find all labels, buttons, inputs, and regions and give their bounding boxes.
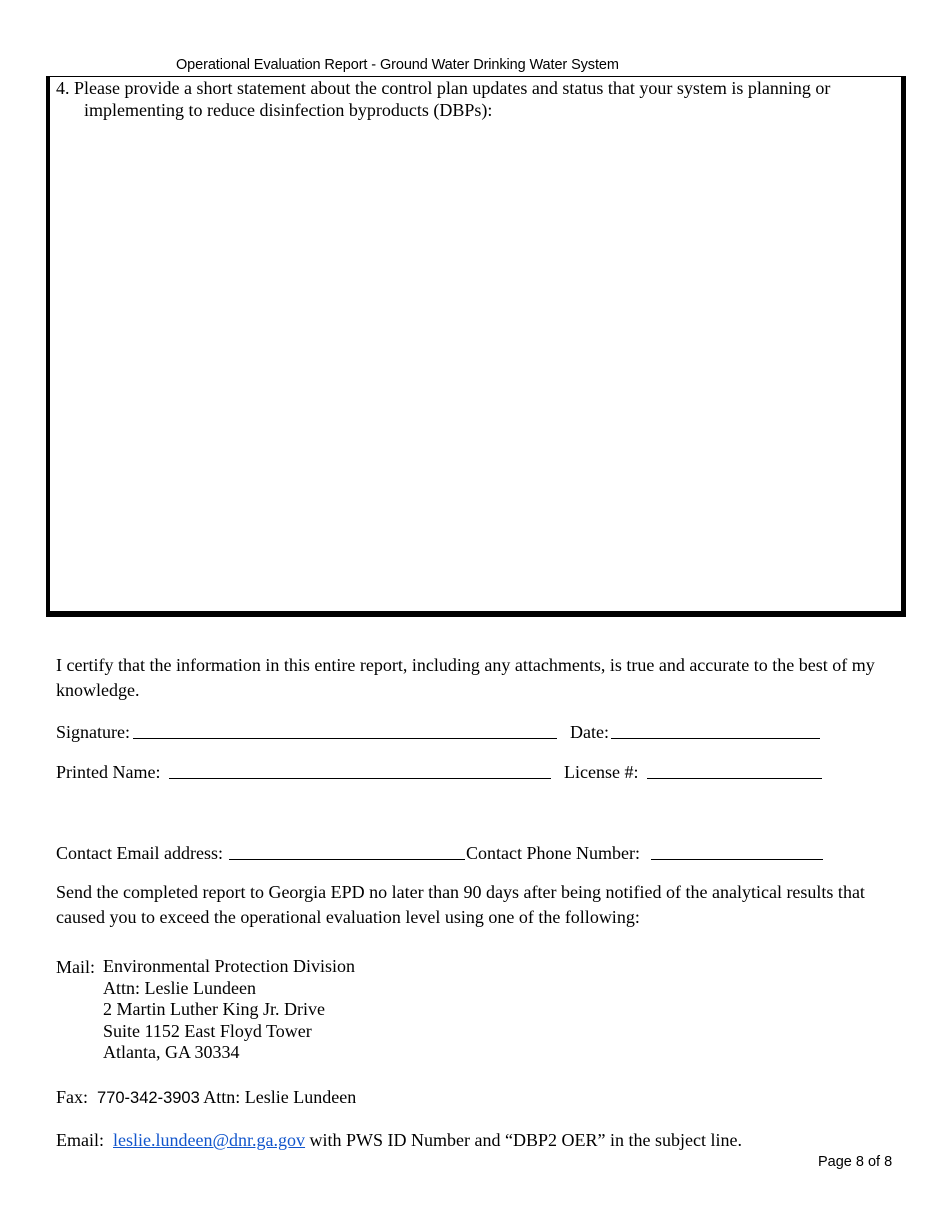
certification-statement: I certify that the information in this entire report, including any attachments, is true and accurate to the best of my knowledge.: [56, 655, 875, 700]
contact-email-field[interactable]: [229, 859, 465, 860]
signature-field[interactable]: [133, 738, 557, 739]
license-label: License #:: [564, 762, 639, 782]
mail-address: [103, 956, 355, 1064]
question-4-prompt: [56, 77, 886, 121]
mail-address-line: Environmental Protection Division: [103, 956, 355, 976]
page-number: Page 8 of 8: [818, 1154, 893, 1170]
printed-name-label: Printed Name:: [56, 762, 161, 782]
printed-name-field[interactable]: [169, 778, 551, 779]
mail-address-line: Attn: Leslie Lundeen: [103, 977, 256, 998]
fax-line: [56, 1085, 356, 1111]
date-field[interactable]: [611, 738, 820, 739]
fax-attn: Attn: Leslie Lundeen: [203, 1087, 357, 1107]
email-label: Email:: [56, 1130, 104, 1150]
mail-address-line: Suite 1152 East Floyd Tower: [103, 1020, 312, 1041]
contact-phone-label: Contact Phone Number:: [466, 843, 640, 863]
fax-label: Fax:: [56, 1087, 89, 1107]
page-header: Operational Evaluation Report - Ground Water Drinking Water System: [176, 57, 619, 73]
question-4-line-2: implementing to reduce disinfection byproducts (DBPs):: [84, 100, 493, 120]
license-field[interactable]: [647, 778, 822, 779]
email-suffix: with PWS ID Number and “DBP2 OER” in the subject line.: [309, 1130, 742, 1150]
fax-number: 770-342-3903: [97, 1089, 200, 1107]
email-line: [56, 1128, 742, 1153]
contact-email-label: Contact Email address:: [56, 843, 223, 863]
contact-phone-field[interactable]: [651, 859, 823, 860]
mail-address-line: Atlanta, GA 30334: [103, 1042, 240, 1062]
question-4-answer-field[interactable]: [60, 128, 890, 602]
email-link[interactable]: leslie.lundeen@dnr.ga.gov: [113, 1130, 306, 1150]
signature-label: Signature:: [56, 722, 130, 742]
date-label: Date:: [570, 722, 609, 742]
mail-label: Mail:: [56, 957, 95, 977]
mail-address-line: 2 Martin Luther King Jr. Drive: [103, 999, 325, 1019]
submission-instructions: Send the completed report to Georgia EPD no later than 90 days after being notified of the analytical results that caused you to exceed the operational evaluation level using one of the following:: [56, 882, 865, 927]
question-4-line-1: 4. Please provide a short statement about the control plan updates and status that your system is planning or: [56, 78, 831, 98]
